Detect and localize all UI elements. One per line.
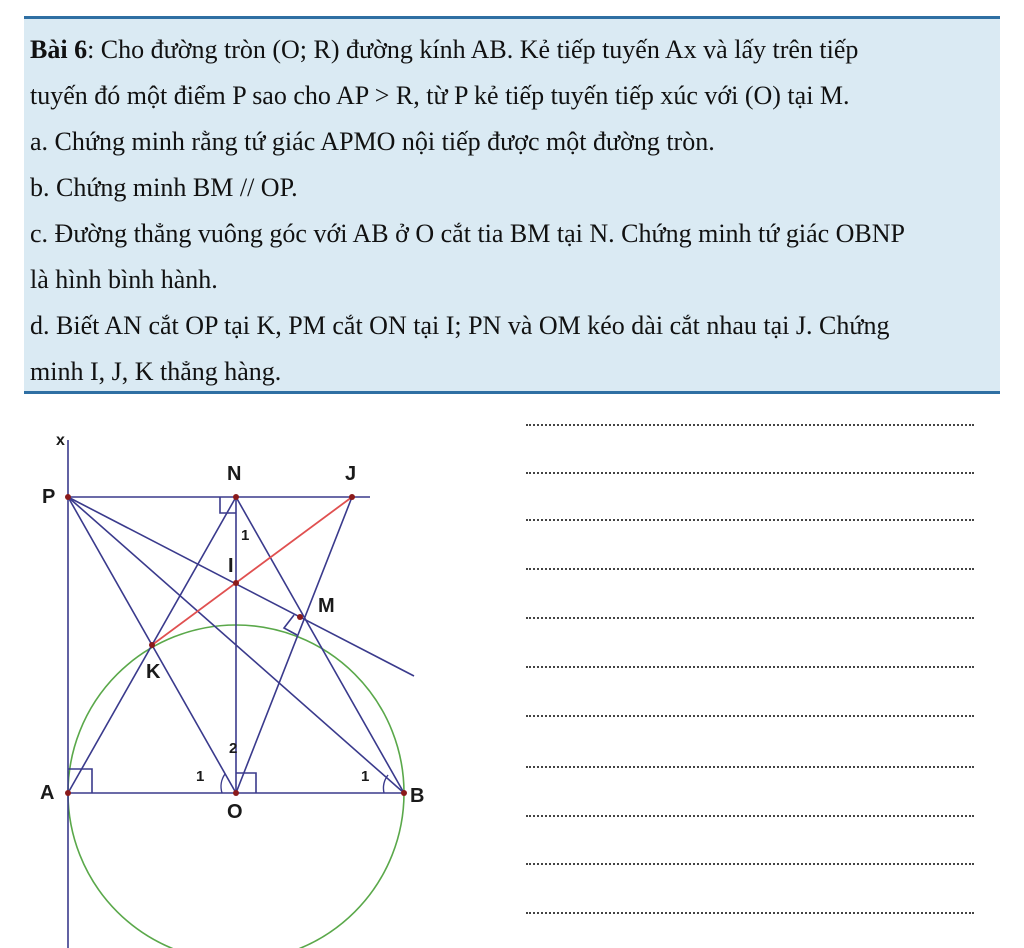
part-c: c. Đường thẳng vuông góc với AB ở O cắt tia BM tại N. Chứng minh tứ giác OBNP bbox=[30, 219, 906, 248]
point-j bbox=[349, 494, 355, 500]
answer-line bbox=[526, 519, 974, 521]
answer-line bbox=[526, 568, 974, 570]
angle-arc-o bbox=[221, 774, 225, 793]
label-m: M bbox=[318, 595, 335, 617]
right-angle-o bbox=[236, 773, 256, 793]
part-d: d. Biết AN cắt OP tại K, PM cắt ON tại I; PN và OM kéo dài cắt nhau tại J. Chứng bbox=[30, 311, 890, 340]
point-o bbox=[233, 790, 239, 796]
part-b: b. Chứng minh BM // OP. bbox=[30, 173, 298, 202]
segment-oj bbox=[236, 497, 352, 793]
line-kij bbox=[152, 497, 352, 645]
geometry-figure bbox=[24, 400, 494, 948]
label-angle-b1: 1 bbox=[361, 768, 370, 785]
point-p bbox=[65, 494, 71, 500]
problem-box bbox=[24, 16, 1000, 394]
label-p: P bbox=[42, 486, 56, 508]
label-angle-o1: 1 bbox=[196, 768, 205, 785]
label-n: N bbox=[227, 463, 242, 485]
label-x: x bbox=[56, 432, 65, 449]
label-i: I bbox=[228, 555, 234, 577]
answer-line bbox=[526, 617, 974, 619]
geometry-svg bbox=[24, 400, 494, 948]
answer-line bbox=[526, 766, 974, 768]
point-m bbox=[297, 614, 303, 620]
answer-line bbox=[526, 666, 974, 668]
point-n bbox=[233, 494, 239, 500]
label-angle-n1: 1 bbox=[241, 527, 250, 544]
answer-line bbox=[526, 912, 974, 914]
part-a: a. Chứng minh rằng tứ giác APMO nội tiếp được một đường tròn. bbox=[30, 127, 715, 156]
answer-line bbox=[526, 715, 974, 717]
label-k: K bbox=[146, 661, 161, 683]
part-d-continued: minh I, J, K thẳng hàng. bbox=[30, 357, 282, 386]
label-o: O bbox=[227, 801, 243, 823]
problem-line-1 bbox=[30, 27, 996, 73]
answer-line bbox=[526, 815, 974, 817]
point-b bbox=[401, 790, 407, 796]
problem-number: Bài 6 bbox=[30, 35, 88, 64]
point-a bbox=[65, 790, 71, 796]
problem-text-1: : Cho đường tròn (O; R) đường kính AB. Kẻ tiếp tuyến Ax và lấy trên tiếp bbox=[87, 35, 859, 64]
label-j: J bbox=[345, 463, 357, 485]
part-c-continued: là hình bình hành. bbox=[30, 265, 218, 294]
label-angle-o2: 2 bbox=[229, 740, 238, 757]
answer-line bbox=[526, 424, 974, 426]
label-a: A bbox=[40, 782, 55, 804]
label-b: B bbox=[410, 785, 425, 807]
point-k bbox=[149, 642, 155, 648]
answer-line bbox=[526, 472, 974, 474]
segment-bn bbox=[236, 497, 404, 793]
problem-line-2: tuyến đó một điểm P sao cho AP > R, từ P kẻ tiếp tuyến tiếp xúc với (O) tại M. bbox=[30, 81, 850, 110]
point-i bbox=[233, 580, 239, 586]
answer-line bbox=[526, 863, 974, 865]
